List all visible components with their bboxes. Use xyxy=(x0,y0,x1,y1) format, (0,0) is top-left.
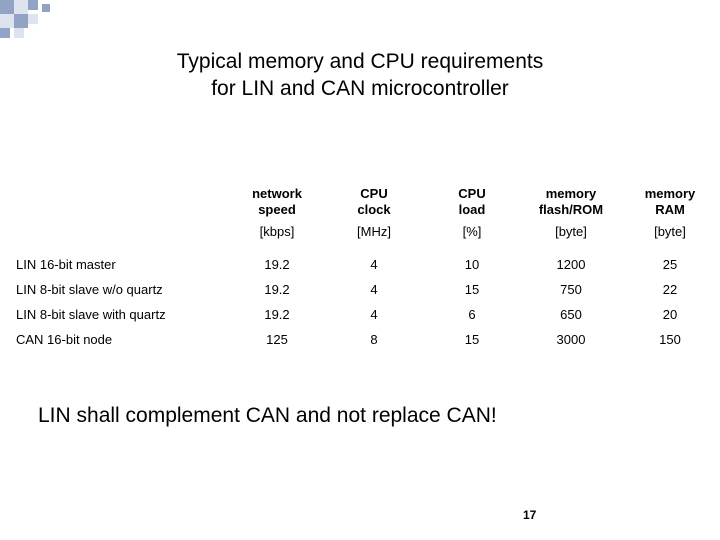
table-cell: 22 xyxy=(662,282,678,297)
title-line-2: for LIN and CAN microcontroller xyxy=(211,77,509,100)
header-cpu-load xyxy=(432,186,512,224)
title-line-1: Typical memory and CPU requirements xyxy=(176,50,544,73)
table-cell: 19.2 xyxy=(264,282,290,297)
table-cell: 20 xyxy=(662,307,678,322)
unit-cell: [byte] xyxy=(555,224,587,239)
table-cell: 4 xyxy=(370,282,378,297)
table-cell: 8 xyxy=(370,332,378,347)
header-row xyxy=(16,186,710,224)
deco-square xyxy=(42,4,50,12)
row-label: CAN 16-bit node xyxy=(16,332,113,347)
header-line: network xyxy=(252,186,302,201)
deco-square xyxy=(0,14,14,28)
conclusion-note: LIN shall complement CAN and not replace CAN! xyxy=(38,404,497,427)
table-cell: 19.2 xyxy=(264,307,290,322)
requirements-table xyxy=(16,186,710,352)
table-cell: 125 xyxy=(266,332,288,347)
units-row xyxy=(16,224,710,252)
deco-square xyxy=(14,14,28,28)
table-cell: 650 xyxy=(560,307,582,322)
header-line: CPU xyxy=(360,186,388,201)
header-network-speed xyxy=(238,186,316,224)
header-memory-ram xyxy=(630,186,710,224)
table-cell: 15 xyxy=(464,332,480,347)
table-cell: 10 xyxy=(464,257,480,272)
table-cell: 6 xyxy=(468,307,476,322)
unit-cell: [MHz] xyxy=(357,224,391,239)
header-line: clock xyxy=(357,202,391,217)
table-cell: 750 xyxy=(560,282,582,297)
page-number: 17 xyxy=(523,508,537,522)
units-empty-cell xyxy=(16,224,238,252)
unit-cell: [kbps] xyxy=(259,224,295,239)
header-line: flash/ROM xyxy=(538,202,604,217)
header-line: load xyxy=(458,202,486,217)
row-label: LIN 16-bit master xyxy=(16,257,116,272)
table-cell: 4 xyxy=(370,307,378,322)
header-line: speed xyxy=(258,202,296,217)
unit-cell: [%] xyxy=(462,224,482,239)
header-line: memory xyxy=(644,186,696,201)
deco-square xyxy=(14,0,28,14)
table-cell: 4 xyxy=(370,257,378,272)
header-memory-flash xyxy=(512,186,630,224)
header-line: CPU xyxy=(458,186,486,201)
row-label: LIN 8-bit slave with quartz xyxy=(16,307,166,322)
header-empty-cell xyxy=(16,186,238,224)
header-line: memory xyxy=(545,186,597,201)
table-row xyxy=(16,277,710,302)
table-cell: 1200 xyxy=(556,257,586,272)
table-row xyxy=(16,302,710,327)
table-cell: 15 xyxy=(464,282,480,297)
header-cpu-clock xyxy=(316,186,432,224)
table-cell: 19.2 xyxy=(264,257,290,272)
deco-square xyxy=(0,28,10,38)
deco-square xyxy=(28,14,38,24)
header-line: RAM xyxy=(655,202,685,217)
unit-cell: [byte] xyxy=(654,224,686,239)
table-row xyxy=(16,252,710,277)
deco-square xyxy=(14,28,24,38)
deco-square xyxy=(0,0,14,14)
deco-square xyxy=(28,0,38,10)
row-label: LIN 8-bit slave w/o quartz xyxy=(16,282,163,297)
decorative-squares xyxy=(0,0,60,60)
table-cell: 3000 xyxy=(556,332,586,347)
table-row xyxy=(16,327,710,352)
table-cell: 150 xyxy=(659,332,681,347)
slide-title xyxy=(120,48,600,102)
table-cell: 25 xyxy=(662,257,678,272)
